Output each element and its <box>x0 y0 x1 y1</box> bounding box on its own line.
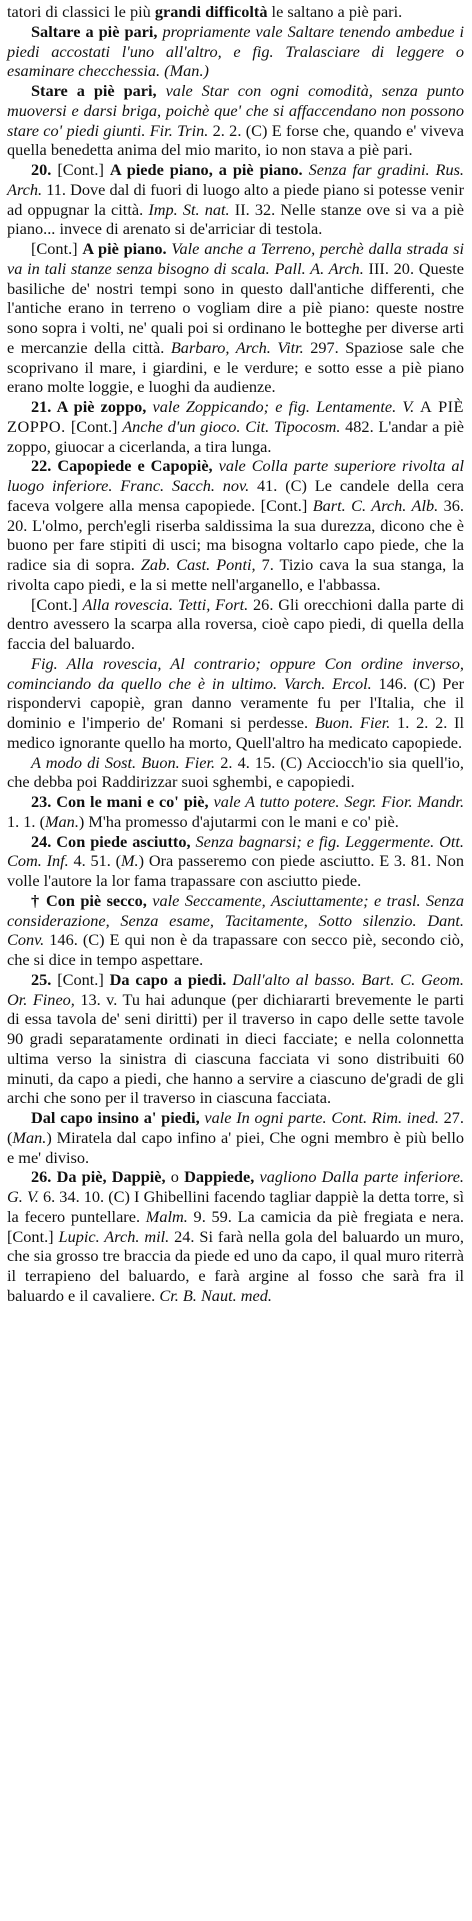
entry-paragraph <box>7 22 464 81</box>
body-text: [Cont.] <box>51 969 110 989</box>
definition-text: Fig. Alla rovescia, Al contrario; oppure Con ordine inverso, cominciando da quello che è in ultimo. Varch. Ercol. <box>7 653 464 693</box>
entry-paragraph <box>7 239 464 397</box>
body-text: [Cont.] <box>70 416 123 436</box>
body-text: 26. Gli orecchioni dalla parte di dentro avessero la scarpa alla roversa, cioè capo piedi, di quella della faccia del baluardo. <box>7 594 464 653</box>
definition-text: vale A tutto potere. Segr. Fior. Mandr. <box>208 792 465 811</box>
entry-paragraph <box>7 792 464 832</box>
entry-paragraph <box>7 1108 464 1167</box>
headword: grandi difficoltà <box>154 2 268 21</box>
body-text: III. 20. Queste basiliche de' nostri tempi sono in questo dall'antiche differenti, che l'antiche erano in terreno o vogliam dire a piè piano: queste nostre sono sopra i volti, ne' quali poi si ordinano le botteghe per diverse arti e mercanzie della città. <box>7 258 464 357</box>
body-text: ) Ora passeremo con piede asciutto. E 3. 81. Non volle l'autore la lor fama trapassare con asciutto piede. <box>7 851 464 890</box>
entry-paragraph <box>7 1167 464 1305</box>
headword: A piè piano. <box>82 239 167 258</box>
definition-text: Man. <box>44 811 79 831</box>
body-text: 36. 20. L'olmo, perch'egli riserba saldissima la sua durezza, dicono che è buono per fare stipiti di usci; ma bisogna voltarlo capo piede, che la radice sia di sopra. <box>7 495 464 574</box>
body-text: o <box>165 1167 185 1187</box>
definition-text: Zab. Cast. Ponti, <box>140 555 256 574</box>
definition-text: Cr. B. Naut. med. <box>159 1285 272 1305</box>
definition-text: Barbaro, Arch. Vitr. <box>170 337 304 357</box>
definition-text: Alla rovescia. Tetti, Fort. <box>82 594 249 614</box>
definition-text: A modo di Sost. Buon. Fier. <box>31 752 216 772</box>
body-text: 146. (C) E qui non è da trapassare con secco piè, secondo ciò, che si dice in tempo aspettare. <box>7 930 464 969</box>
entry-paragraph <box>7 970 464 1108</box>
body-text: 2. 2. (C) E forse che, quando e' viveva quella benedetta anima del mio marito, io non stava a piè pari. <box>7 120 464 160</box>
entry-paragraph <box>7 654 464 753</box>
body-text: [Cont.] <box>31 239 83 258</box>
headword: A piede piano, a piè piano. <box>109 160 303 179</box>
definition-text: Buon. Fier. <box>314 713 391 732</box>
body-text: tatori di classici le più <box>7 2 155 21</box>
definition-text: vale Seccamente, Asciuttamente; e trasl. Senza considerazione, Senza esame, Tacitamente, Sotto silenzio. Dant. Conv. <box>7 890 464 950</box>
definition-text: Imp. St. nat. <box>148 199 230 219</box>
body-text: 1. 2. 2. Il medico ignorante quello ha morto, Quell'altro ha medicato capopiede. <box>7 713 464 752</box>
body-text: le saltano a piè pari. <box>267 2 403 21</box>
body-text: [Cont.] <box>51 160 110 179</box>
entry-paragraph <box>7 2 464 22</box>
headword: Da capo a piedi. <box>109 969 227 989</box>
entry-paragraph <box>7 753 464 793</box>
definition-text: propriamente vale Saltare tenendo ambedue i piedi accostati l'uno all'altro, e fig. Tralasciare di leggere o esaminare checchessia. (Man.) <box>7 21 464 81</box>
body-text: 1. 1. ( <box>7 811 45 831</box>
body-text: 482. L'andar a piè zoppo, giuocar a cicerlanda, a tira lunga. <box>7 416 464 456</box>
body-text: 6. 34. 10. (C) I Ghibellini facendo tagliar dappiè la detta torre, sì la fecero puntellare. <box>7 1187 464 1226</box>
entry-paragraph <box>7 81 464 160</box>
headword: † Con piè secco, <box>31 890 147 910</box>
definition-text: Lupic. Arch. mil. <box>58 1226 170 1246</box>
headword: 24. Con piede asciutto, <box>31 831 191 851</box>
definition-text: Senza far gradini. Rus. Arch. <box>7 160 465 199</box>
entry-paragraph <box>7 595 464 654</box>
headword: Dappiede, <box>184 1167 255 1187</box>
body-text: A PIÈ ZOPPO. <box>7 397 465 436</box>
body-text: 11. Dove dal di fuori di luogo alto a piede piano si potesse venir ad oppugnar la città. <box>7 179 464 219</box>
headword: 20. <box>31 160 52 179</box>
headword: Dal capo insino a' piedi, <box>31 1108 200 1127</box>
headword: 23. Con le mani e co' piè, <box>31 792 209 811</box>
definition-text: vale Zoppicando; e fig. Lentamente. V. <box>146 397 415 416</box>
definition-text: vale In ogni parte. Cont. Rim. ined. <box>199 1108 439 1127</box>
definition-text: Anche d'un gioco. Cit. Tipocosm. <box>122 416 341 436</box>
entry-paragraph <box>7 891 464 970</box>
entry-paragraph <box>7 456 464 594</box>
body-text: ) Miratela dal capo infino a' piei, Che ogni membro è più bello e me' diviso. <box>7 1127 464 1167</box>
body-text: 4. 51. ( <box>68 851 121 871</box>
headword: 22. Capopiede e Capopiè, <box>31 456 213 476</box>
body-text: 146. (C) Per rispondervi capopiè, gran danno veramente fu per l'Italia, che il dominio e l'imperio de' Romani si perdesse. <box>7 673 465 732</box>
definition-text: M. <box>121 851 139 871</box>
entry-paragraph <box>7 832 464 891</box>
definition-text: vale Star con ogni comodità, senza punto muoversi e darsi briga, poichè que' che si affaccendano non possono stare co' piedi giunti. Fir. Trin. <box>7 81 464 140</box>
headword: 26. Da piè, Dappiè, <box>31 1167 166 1187</box>
headword: Stare a piè pari, <box>31 81 157 100</box>
entry-paragraph <box>7 160 464 239</box>
definition-text: Vale anche a Terreno, perchè dalla strada si va in tali stanze senza bisogno di scala. Pall. A. Arch. <box>7 239 464 278</box>
entry-paragraph <box>7 397 464 456</box>
body-text: 41. (C) Le candele della cera faceva volgere alla mensa capopiede. [Cont.] <box>7 476 464 515</box>
body-text: 2. 4. 15. (C) Acciocch'io sia quell'io, che debba poi Raddirizzar suoi sghembi, e capopiedi. <box>7 752 464 792</box>
body-text: 27. ( <box>7 1108 464 1147</box>
headword: 25. <box>31 969 52 989</box>
body-text: 7. Tizio cava la sua stanga, la rivolta capo piedi, e la si mette nell'arganello, e l'abbassa. <box>7 555 464 594</box>
definition-text: vagliono Dalla parte inferiore. G. V. <box>7 1167 464 1206</box>
definition-text: Man. <box>12 1127 47 1147</box>
body-text: 24. Si farà nella gola del baluardo un muro, che sia grosso tre braccia da piede ed uno da capo, il qual muro riterrà il terrapieno del baluardo, e farà argine al fosso che sarà fra il baluardo e il cavaliere. <box>7 1226 464 1305</box>
body-text: II. 32. Nelle stanze ove si va a piè piano... invece di arenato si de'arriciar di testola. <box>7 199 465 239</box>
body-text: ) M'ha promesso d'ajutarmi con le mani e co' piè. <box>78 811 399 831</box>
body-text: [Cont.] <box>31 594 83 614</box>
definition-text: vale Colla parte superiore rivolta al luogo inferiore. Franc. Sacch. nov. <box>7 456 464 495</box>
headword: 21. A piè zoppo, <box>31 397 147 416</box>
body-text: 13. v. Tu hai adunque (per dichiararti brevemente le parti di essa tavola de' seni diritti) per il traverso in capo delle sette tavole 90 gradi separatamente ordinati in dieci facciate; e nella colonnetta ultima verso la sinistra di ciascuna facciata vi sono distribuiti 60 minuti, da capo a piedi, che hanno a servire a ciascuno de'gradi de gli archi che sono per il traverso in ciascuna facciata. <box>7 989 465 1108</box>
definition-text: Bart. C. Arch. Alb. <box>312 495 439 515</box>
definition-text: Malm. <box>145 1206 188 1226</box>
definition-text: Dall'alto al basso. Bart. C. Geom. Or. Fineo, <box>7 969 464 1009</box>
body-text: 9. 59. La camicia da piè fregiata e nera. [Cont.] <box>7 1206 464 1246</box>
body-text: 297. Spaziose sale che scoprivano il mare, i giardini, e le verdure; e sotto esse a piè piano erano molte loggie, e luoghi da audienze. <box>7 337 464 397</box>
definition-text: Senza bagnarsi; e fig. Leggermente. Ott. Com. Inf. <box>7 831 464 871</box>
headword: Saltare a piè pari, <box>31 21 158 41</box>
